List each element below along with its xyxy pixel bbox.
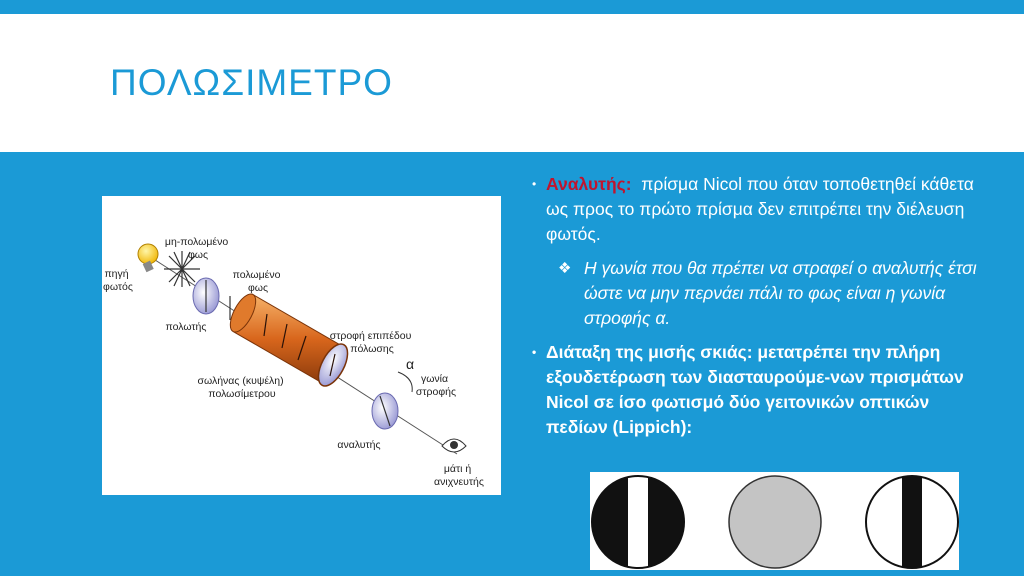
sub-bullet-text: Η γωνία που θα πρέπει να στραφεί ο αναλυτής έτσι ώστε να μην περνάει πάλι το φως είναι η γωνία στροφής α. (584, 258, 977, 328)
rotation-angle-arc (398, 372, 412, 392)
diamond-bullet-icon: ❖ (558, 260, 572, 277)
label-rotation-plane: στροφή επιπέδου πόλωσης (329, 330, 412, 355)
bullet-marker: • (532, 177, 537, 191)
label-light-source: πηγή φωτός (103, 268, 133, 293)
bullet-analyzer: • Αναλυτής: πρίσμα Nicol που όταν τοποθετηθεί κάθετα ως προς το πρώτο πρίσμα δεν επιτρέπει την διέλευση φωτός. (532, 174, 974, 244)
eye-icon (442, 439, 466, 452)
half-shadow-fields-figure (590, 472, 959, 570)
label-eye: μάτι ή ανιχνευτής (434, 463, 484, 488)
bullet-marker: • (532, 345, 537, 359)
label-analyzer: αναλυτής (337, 439, 381, 451)
label-polarizer: πολωτής (165, 321, 207, 333)
top-strip (0, 0, 1024, 14)
field-dark-with-light-band (592, 472, 684, 570)
label-non-polarized-light: μη-πολωμένο φως (164, 236, 229, 261)
polarimeter-diagram (102, 196, 501, 495)
content-text (532, 172, 992, 449)
bullet-half-shadow-text: Διάταξη της μισής σκιάς: μετατρέπει την πλήρη εξουδετέρωση των διασταυρούμε-νων πρισμάτων Nicol σε ίσο φωτισμό δύο γειτονικών οπτικών πεδίων (Lippich): (546, 342, 964, 437)
label-alpha: α (406, 356, 415, 372)
label-rotation-angle: γωνία στροφής (415, 373, 457, 398)
slide-title: ΠΟΛΩΣΙΜΕΤΡΟ (110, 62, 393, 103)
term-analyzer: Αναλυτής (546, 174, 626, 194)
label-polarized-light: πολωμένο φως (232, 269, 281, 294)
sub-bullet-rotation-angle (532, 256, 992, 331)
light-bulb-icon (138, 244, 158, 272)
bullet-half-shadow (532, 340, 992, 440)
bullet-analyzer-text: πρίσμα Nicol που όταν τοποθετηθεί κάθετα ως προς το πρώτο πρίσμα δεν επιτρέπει την διέλευση φωτός. (546, 174, 974, 244)
field-uniform-grey (729, 476, 821, 568)
polarizer-disc (193, 278, 219, 314)
field-light-with-dark-band (866, 472, 958, 570)
analyzer-disc (372, 393, 398, 429)
label-tube: σωλήνας (κυψέλη) πολωσίμετρου (197, 375, 284, 400)
